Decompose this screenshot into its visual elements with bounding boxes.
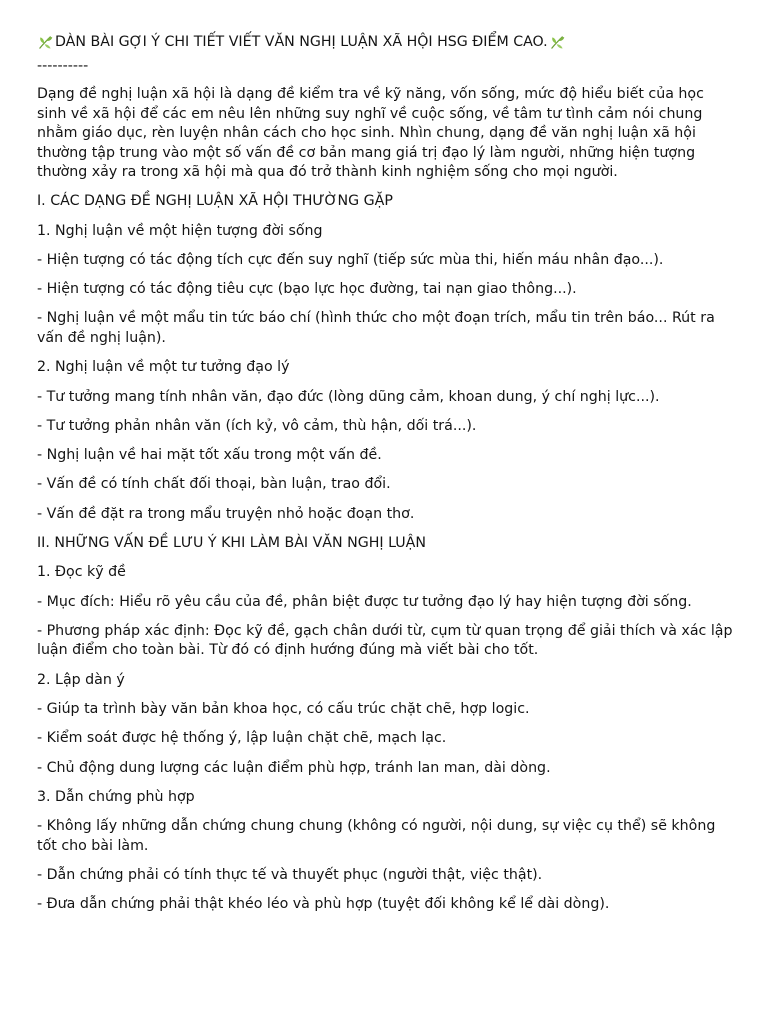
intro-paragraph: Dạng đề nghị luận xã hội là dạng đề kiểm tra về kỹ năng, vốn sống, mức độ hiểu biết của học sinh về xã hội để các em nêu lên những suy nghĩ về cuộc sống, về tâm tư tình cảm nói chung nhằm giáo dục, rèn luyện nhân cách cho học sinh. Nhìn chung, dạng đề văn nghị luận xã hội thường tập trung vào một số vấn đề cơ bản mang giá trị đạo lý làm người, những hiện tượng thường xảy ra trong xã hội mà qua đó trở thành kinh nghiệm sống cho mọi người.	[37, 86, 704, 180]
bullet-line: - Phương pháp xác định: Đọc kỹ đề, gạch chân dưới từ, cụm từ quan trọng để giải thích và xác lập luận điểm cho toàn bài. Từ đó có định hướng đúng mà viết bài cho tốt.	[37, 622, 733, 659]
bullet-line: - Hiện tượng có tác động tích cực đến suy nghĩ (tiếp sức mùa thi, hiến máu nhân đạo...).	[37, 251, 664, 268]
bullet-line: - Đưa dẫn chứng phải thật khéo léo và phù hợp (tuyệt đối không kể lể dài dòng).	[37, 896, 610, 913]
bullet-line: - Vấn đề có tính chất đối thoại, bàn luận, trao đổi.	[37, 476, 391, 493]
document-page	[37, 33, 737, 925]
herb-icon	[549, 34, 566, 51]
bullet-line: - Kiểm soát được hệ thống ý, lập luận chặt chẽ, mạch lạc.	[37, 730, 447, 747]
bullet-line: - Dẫn chứng phải có tính thực tế và thuyết phục (người thật, việc thật).	[37, 867, 543, 884]
bullet-line: - Không lấy những dẫn chứng chung chung (không có người, nội dung, sự việc cụ thể) sẽ không tốt cho bài làm.	[37, 818, 716, 854]
bullet-line: - Tư tưởng mang tính nhân văn, đạo đức (lòng dũng cảm, khoan dung, ý chí nghị lực...).	[37, 388, 660, 405]
document-title	[37, 33, 737, 53]
bullet-line: - Chủ động dung lượng các luận điểm phù hợp, tránh lan man, dài dòng.	[37, 759, 551, 776]
bullet-line: - Nghị luận về hai mặt tốt xấu trong một vấn đề.	[37, 447, 382, 464]
bullet-line: - Nghị luận về một mẩu tin tức báo chí (hình thức cho một đoạn trích, mẩu tin trên báo... Rút ra vấn đề nghị luận).	[37, 310, 715, 346]
subsection-heading: 3. Dẫn chứng phù hợp	[37, 788, 195, 805]
separator: ----------	[37, 57, 89, 74]
title-text: DÀN BÀI GỢI Ý CHI TIẾT VIẾT VĂN NGHỊ LUẬN XÃ HỘI HSG ĐIỂM CAO.	[55, 34, 548, 50]
bullet-line: - Hiện tượng có tác động tiêu cực (bạo lực học đường, tai nạn giao thông...).	[37, 281, 577, 298]
bullet-line: - Mục đích: Hiểu rõ yêu cầu của đề, phân biệt được tư tưởng đạo lý hay hiện tượng đời sống.	[37, 593, 692, 610]
subsection-heading: 2. Lập dàn ý	[37, 671, 125, 688]
subsection-heading: 1. Nghị luận về một hiện tượng đời sống	[37, 222, 323, 239]
herb-icon	[37, 34, 54, 51]
bullet-line: - Giúp ta trình bày văn bản khoa học, có cấu trúc chặt chẽ, hợp logic.	[37, 701, 530, 718]
subsection-heading: 2. Nghị luận về một tư tưởng đạo lý	[37, 359, 290, 376]
bullet-line: - Vấn đề đặt ra trong mẩu truyện nhỏ hoặc đoạn thơ.	[37, 505, 415, 522]
section-heading: I. CÁC DẠNG ĐỀ NGHỊ LUẬN XÃ HỘI THƯỜNG GẶP	[37, 193, 393, 210]
section-heading: II. NHỮNG VẤN ĐỀ LƯU Ý KHI LÀM BÀI VĂN NGHỊ LUẬN	[37, 535, 426, 552]
subsection-heading: 1. Đọc kỹ đề	[37, 564, 126, 581]
bullet-line: - Tư tưởng phản nhân văn (ích kỷ, vô cảm, thù hận, dối trá...).	[37, 417, 477, 434]
